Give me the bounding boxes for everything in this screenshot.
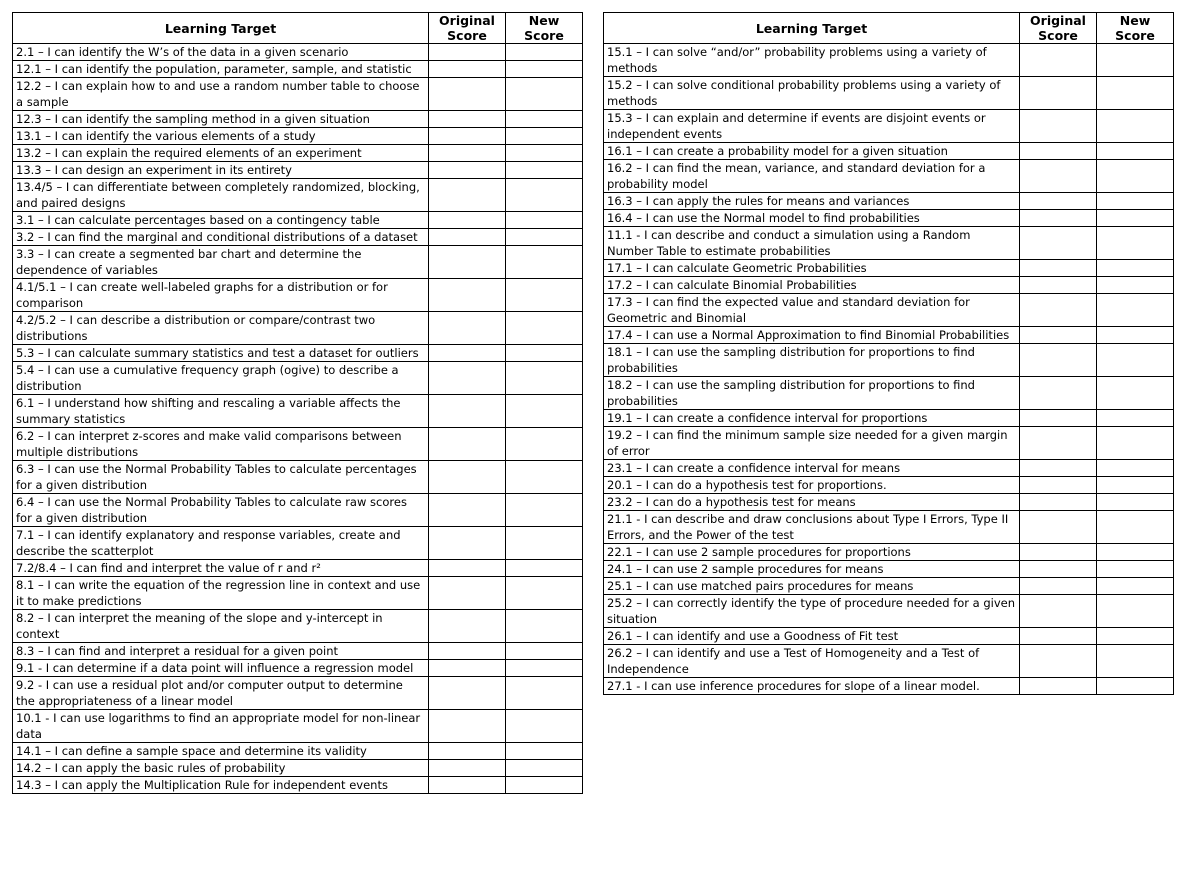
table-row	[13, 362, 583, 395]
learning-target-text: 13.2 – I can explain the required elements of an experiment	[13, 145, 429, 162]
original-score-cell[interactable]	[429, 162, 506, 179]
new-score-cell[interactable]	[506, 710, 583, 743]
learning-target-text: 16.1 – I can create a probability model for a given situation	[604, 143, 1020, 160]
original-score-cell[interactable]	[429, 111, 506, 128]
learning-target-text: 22.1 – I can use 2 sample procedures for proportions	[604, 544, 1020, 561]
table-row	[604, 160, 1174, 193]
original-score-cell[interactable]	[1020, 193, 1097, 210]
learning-target-text: 9.2 - I can use a residual plot and/or computer output to determine the appropriateness of a linear model	[13, 677, 429, 710]
table-row	[604, 77, 1174, 110]
new-score-cell[interactable]	[1097, 327, 1174, 344]
table-row	[604, 294, 1174, 327]
new-score-cell[interactable]	[506, 61, 583, 78]
original-score-cell[interactable]	[429, 461, 506, 494]
table-row	[13, 179, 583, 212]
new-score-cell[interactable]	[506, 527, 583, 560]
learning-target-text: 10.1 - I can use logarithms to find an appropriate model for non-linear data	[13, 710, 429, 743]
new-score-cell[interactable]	[506, 760, 583, 777]
table-row	[604, 410, 1174, 427]
table-row	[604, 44, 1174, 77]
learning-target-text: 3.2 – I can find the marginal and conditional distributions of a dataset	[13, 229, 429, 246]
learning-target-text: 20.1 – I can do a hypothesis test for proportions.	[604, 477, 1020, 494]
table-row	[13, 777, 583, 794]
original-score-cell[interactable]	[429, 643, 506, 660]
learning-target-text: 5.4 – I can use a cumulative frequency graph (ogive) to describe a distribution	[13, 362, 429, 395]
learning-target-text: 7.2/8.4 – I can find and interpret the value of r and r²	[13, 560, 429, 577]
original-score-cell[interactable]	[429, 145, 506, 162]
learning-target-text: 18.1 – I can use the sampling distribution for proportions to find probabilities	[604, 344, 1020, 377]
new-score-cell[interactable]	[506, 461, 583, 494]
table-row	[604, 344, 1174, 377]
new-score-cell[interactable]	[506, 660, 583, 677]
learning-target-text: 24.1 – I can use 2 sample procedures for means	[604, 561, 1020, 578]
table-row	[13, 461, 583, 494]
learning-target-text: 21.1 - I can describe and draw conclusions about Type I Errors, Type II Errors, and the Power of the test	[604, 511, 1020, 544]
learning-target-text: 26.2 – I can identify and use a Test of Homogeneity and a Test of Independence	[604, 645, 1020, 678]
table-row	[13, 660, 583, 677]
learning-target-text: 12.3 – I can identify the sampling method in a given situation	[13, 111, 429, 128]
original-score-cell[interactable]	[1020, 544, 1097, 561]
original-score-cell[interactable]	[429, 128, 506, 145]
learning-target-text: 13.3 – I can design an experiment in its entirety	[13, 162, 429, 179]
learning-target-text: 19.1 – I can create a confidence interval for proportions	[604, 410, 1020, 427]
learning-target-text: 12.1 – I can identify the population, parameter, sample, and statistic	[13, 61, 429, 78]
original-score-cell[interactable]	[1020, 143, 1097, 160]
original-score-cell[interactable]	[429, 78, 506, 111]
new-score-cell[interactable]	[506, 128, 583, 145]
learning-target-text: 4.2/5.2 – I can describe a distribution or compare/contrast two distributions	[13, 312, 429, 345]
learning-target-text: 5.3 – I can calculate summary statistics and test a dataset for outliers	[13, 345, 429, 362]
learning-targets-table-left	[12, 12, 583, 794]
original-score-cell[interactable]	[1020, 110, 1097, 143]
original-score-cell[interactable]	[429, 61, 506, 78]
original-score-cell[interactable]	[429, 677, 506, 710]
new-score-cell[interactable]	[506, 610, 583, 643]
new-score-cell[interactable]	[506, 179, 583, 212]
original-score-cell[interactable]	[429, 760, 506, 777]
new-score-cell[interactable]	[506, 743, 583, 760]
new-score-cell[interactable]	[506, 162, 583, 179]
table-row	[13, 560, 583, 577]
original-score-cell[interactable]	[1020, 227, 1097, 260]
table-row	[604, 511, 1174, 544]
table-row	[13, 246, 583, 279]
original-score-cell[interactable]	[429, 362, 506, 395]
new-score-cell[interactable]	[1097, 578, 1174, 595]
original-score-cell[interactable]	[1020, 511, 1097, 544]
table-row	[13, 643, 583, 660]
table-row	[604, 578, 1174, 595]
original-score-cell[interactable]	[429, 428, 506, 461]
table-row	[13, 610, 583, 643]
new-score-cell[interactable]	[1097, 143, 1174, 160]
new-score-cell[interactable]	[506, 229, 583, 246]
new-score-cell[interactable]	[1097, 645, 1174, 678]
learning-target-text: 3.1 – I can calculate percentages based on a contingency table	[13, 212, 429, 229]
original-score-cell[interactable]	[429, 660, 506, 677]
new-score-cell[interactable]	[506, 44, 583, 61]
original-score-cell[interactable]	[429, 246, 506, 279]
new-score-cell[interactable]	[506, 312, 583, 345]
learning-target-text: 25.1 – I can use matched pairs procedures for means	[604, 578, 1020, 595]
header-new-score: New Score	[1097, 13, 1174, 44]
learning-target-text: 6.4 – I can use the Normal Probability Tables to calculate raw scores for a given distribution	[13, 494, 429, 527]
learning-target-text: 7.1 – I can identify explanatory and response variables, create and describe the scatterplot	[13, 527, 429, 560]
original-score-cell[interactable]	[1020, 160, 1097, 193]
new-score-cell[interactable]	[506, 560, 583, 577]
learning-target-text: 6.1 – I understand how shifting and rescaling a variable affects the summary statistics	[13, 395, 429, 428]
table-row	[13, 428, 583, 461]
table-row	[13, 527, 583, 560]
table-row	[13, 61, 583, 78]
learning-target-text: 8.2 – I can interpret the meaning of the slope and y-intercept in context	[13, 610, 429, 643]
table-row	[604, 260, 1174, 277]
original-score-cell[interactable]	[1020, 678, 1097, 695]
learning-target-text: 16.3 – I can apply the rules for means and variances	[604, 193, 1020, 210]
learning-target-text: 3.3 – I can create a segmented bar chart and determine the dependence of variables	[13, 246, 429, 279]
learning-target-text: 14.3 – I can apply the Multiplication Rule for independent events	[13, 777, 429, 794]
learning-target-text: 17.3 – I can find the expected value and standard deviation for Geometric and Binomial	[604, 294, 1020, 327]
new-score-cell[interactable]	[506, 111, 583, 128]
learning-target-text: 23.2 – I can do a hypothesis test for means	[604, 494, 1020, 511]
original-score-cell[interactable]	[1020, 477, 1097, 494]
new-score-cell[interactable]	[1097, 227, 1174, 260]
header-new-score: New Score	[506, 13, 583, 44]
header-learning-target: Learning Target	[13, 13, 429, 44]
original-score-cell[interactable]	[1020, 645, 1097, 678]
new-score-cell[interactable]	[506, 78, 583, 111]
original-score-cell[interactable]	[1020, 561, 1097, 578]
original-score-cell[interactable]	[1020, 277, 1097, 294]
original-score-cell[interactable]	[429, 577, 506, 610]
original-score-cell[interactable]	[429, 527, 506, 560]
original-score-cell[interactable]	[1020, 628, 1097, 645]
original-score-cell[interactable]	[429, 345, 506, 362]
original-score-cell[interactable]	[1020, 494, 1097, 511]
original-score-cell[interactable]	[1020, 344, 1097, 377]
learning-target-text: 13.4/5 – I can differentiate between completely randomized, blocking, and paired designs	[13, 179, 429, 212]
learning-target-text: 15.1 – I can solve “and/or” probability problems using a variety of methods	[604, 44, 1020, 77]
original-score-cell[interactable]	[1020, 578, 1097, 595]
new-score-cell[interactable]	[1097, 511, 1174, 544]
new-score-cell[interactable]	[1097, 561, 1174, 578]
original-score-cell[interactable]	[429, 312, 506, 345]
table-row	[604, 645, 1174, 678]
table-row	[13, 760, 583, 777]
original-score-cell[interactable]	[429, 44, 506, 61]
new-score-cell[interactable]	[1097, 377, 1174, 410]
learning-target-text: 11.1 - I can describe and conduct a simulation using a Random Number Table to estimate probabilities	[604, 227, 1020, 260]
original-score-cell[interactable]	[1020, 460, 1097, 477]
table-row	[604, 277, 1174, 294]
learning-target-text: 17.4 – I can use a Normal Approximation to find Binomial Probabilities	[604, 327, 1020, 344]
original-score-cell[interactable]	[429, 560, 506, 577]
original-score-cell[interactable]	[1020, 377, 1097, 410]
original-score-cell[interactable]	[429, 494, 506, 527]
new-score-cell[interactable]	[506, 279, 583, 312]
new-score-cell[interactable]	[1097, 427, 1174, 460]
new-score-cell[interactable]	[506, 777, 583, 794]
new-score-cell[interactable]	[506, 145, 583, 162]
table-row	[13, 78, 583, 111]
table-row	[13, 44, 583, 61]
new-score-cell[interactable]	[1097, 294, 1174, 327]
original-score-cell[interactable]	[1020, 44, 1097, 77]
learning-target-text: 17.1 – I can calculate Geometric Probabilities	[604, 260, 1020, 277]
new-score-cell[interactable]	[1097, 678, 1174, 695]
original-score-cell[interactable]	[429, 279, 506, 312]
table-row	[604, 327, 1174, 344]
table-row	[13, 312, 583, 345]
learning-target-text: 9.1 - I can determine if a data point will influence a regression model	[13, 660, 429, 677]
table-row	[13, 279, 583, 312]
table-row	[604, 427, 1174, 460]
new-score-cell[interactable]	[506, 212, 583, 229]
original-score-cell[interactable]	[429, 395, 506, 428]
table-row	[13, 212, 583, 229]
learning-target-text: 6.3 – I can use the Normal Probability Tables to calculate percentages for a given distribution	[13, 461, 429, 494]
table-row	[604, 544, 1174, 561]
new-score-cell[interactable]	[1097, 160, 1174, 193]
table-row	[604, 477, 1174, 494]
table-row	[604, 227, 1174, 260]
learning-target-text: 15.2 – I can solve conditional probability problems using a variety of methods	[604, 77, 1020, 110]
learning-target-text: 4.1/5.1 – I can create well-labeled graphs for a distribution or for comparison	[13, 279, 429, 312]
table-row	[13, 111, 583, 128]
learning-target-text: 13.1 – I can identify the various elements of a study	[13, 128, 429, 145]
new-score-cell[interactable]	[1097, 193, 1174, 210]
header-original-score: Original Score	[429, 13, 506, 44]
learning-target-text: 14.1 – I can define a sample space and determine its validity	[13, 743, 429, 760]
new-score-cell[interactable]	[1097, 210, 1174, 227]
table-row	[604, 460, 1174, 477]
table-row	[604, 595, 1174, 628]
table-row	[13, 345, 583, 362]
learning-target-text: 16.4 – I can use the Normal model to find probabilities	[604, 210, 1020, 227]
table-row	[13, 577, 583, 610]
learning-target-text: 15.3 – I can explain and determine if events are disjoint events or independent events	[604, 110, 1020, 143]
new-score-cell[interactable]	[506, 643, 583, 660]
header-learning-target: Learning Target	[604, 13, 1020, 44]
learning-target-text: 8.3 – I can find and interpret a residual for a given point	[13, 643, 429, 660]
new-score-cell[interactable]	[1097, 595, 1174, 628]
learning-target-text: 19.2 – I can find the minimum sample size needed for a given margin of error	[604, 427, 1020, 460]
learning-target-text: 8.1 – I can write the equation of the regression line in context and use it to make predictions	[13, 577, 429, 610]
original-score-cell[interactable]	[429, 777, 506, 794]
table-row	[13, 395, 583, 428]
new-score-cell[interactable]	[1097, 44, 1174, 77]
new-score-cell[interactable]	[506, 494, 583, 527]
table-row	[13, 743, 583, 760]
new-score-cell[interactable]	[1097, 460, 1174, 477]
table-row	[604, 494, 1174, 511]
original-score-cell[interactable]	[1020, 595, 1097, 628]
original-score-cell[interactable]	[429, 710, 506, 743]
table-row	[604, 377, 1174, 410]
original-score-cell[interactable]	[1020, 427, 1097, 460]
learning-target-text: 18.2 – I can use the sampling distribution for proportions to find probabilities	[604, 377, 1020, 410]
table-row	[13, 128, 583, 145]
learning-target-text: 6.2 – I can interpret z-scores and make valid comparisons between multiple distributions	[13, 428, 429, 461]
new-score-cell[interactable]	[1097, 494, 1174, 511]
new-score-cell[interactable]	[506, 577, 583, 610]
table-row	[13, 677, 583, 710]
table-row	[604, 628, 1174, 645]
table-row	[604, 210, 1174, 227]
table-row	[604, 110, 1174, 143]
learning-target-text: 23.1 – I can create a confidence interval for means	[604, 460, 1020, 477]
learning-target-text: 17.2 – I can calculate Binomial Probabilities	[604, 277, 1020, 294]
original-score-cell[interactable]	[429, 229, 506, 246]
learning-target-text: 25.2 – I can correctly identify the type of procedure needed for a given situation	[604, 595, 1020, 628]
table-row	[13, 229, 583, 246]
original-score-cell[interactable]	[429, 212, 506, 229]
new-score-cell[interactable]	[1097, 628, 1174, 645]
new-score-cell[interactable]	[1097, 344, 1174, 377]
original-score-cell[interactable]	[1020, 210, 1097, 227]
learning-target-text: 16.2 – I can find the mean, variance, and standard deviation for a probability model	[604, 160, 1020, 193]
table-row	[604, 193, 1174, 210]
table-row	[604, 143, 1174, 160]
original-score-cell[interactable]	[429, 610, 506, 643]
original-score-cell[interactable]	[429, 743, 506, 760]
table-row	[13, 145, 583, 162]
table-row	[13, 494, 583, 527]
table-row	[13, 162, 583, 179]
learning-target-text: 26.1 – I can identify and use a Goodness of Fit test	[604, 628, 1020, 645]
new-score-cell[interactable]	[1097, 77, 1174, 110]
new-score-cell[interactable]	[1097, 410, 1174, 427]
original-score-cell[interactable]	[1020, 410, 1097, 427]
new-score-cell[interactable]	[506, 395, 583, 428]
learning-target-text: 2.1 – I can identify the W’s of the data in a given scenario	[13, 44, 429, 61]
new-score-cell[interactable]	[1097, 544, 1174, 561]
new-score-cell[interactable]	[506, 428, 583, 461]
learning-target-text: 14.2 – I can apply the basic rules of probability	[13, 760, 429, 777]
new-score-cell[interactable]	[1097, 277, 1174, 294]
table-row	[604, 561, 1174, 578]
table-row	[13, 710, 583, 743]
original-score-cell[interactable]	[1020, 260, 1097, 277]
original-score-cell[interactable]	[1020, 294, 1097, 327]
new-score-cell[interactable]	[1097, 260, 1174, 277]
original-score-cell[interactable]	[1020, 327, 1097, 344]
new-score-cell[interactable]	[1097, 477, 1174, 494]
original-score-cell[interactable]	[429, 179, 506, 212]
new-score-cell[interactable]	[506, 246, 583, 279]
new-score-cell[interactable]	[506, 677, 583, 710]
new-score-cell[interactable]	[506, 345, 583, 362]
learning-target-text: 27.1 - I can use inference procedures for slope of a linear model.	[604, 678, 1020, 695]
original-score-cell[interactable]	[1020, 77, 1097, 110]
table-row	[604, 678, 1174, 695]
new-score-cell[interactable]	[1097, 110, 1174, 143]
header-original-score: Original Score	[1020, 13, 1097, 44]
learning-target-text: 12.2 – I can explain how to and use a random number table to choose a sample	[13, 78, 429, 111]
learning-targets-table-right	[603, 12, 1174, 695]
new-score-cell[interactable]	[506, 362, 583, 395]
